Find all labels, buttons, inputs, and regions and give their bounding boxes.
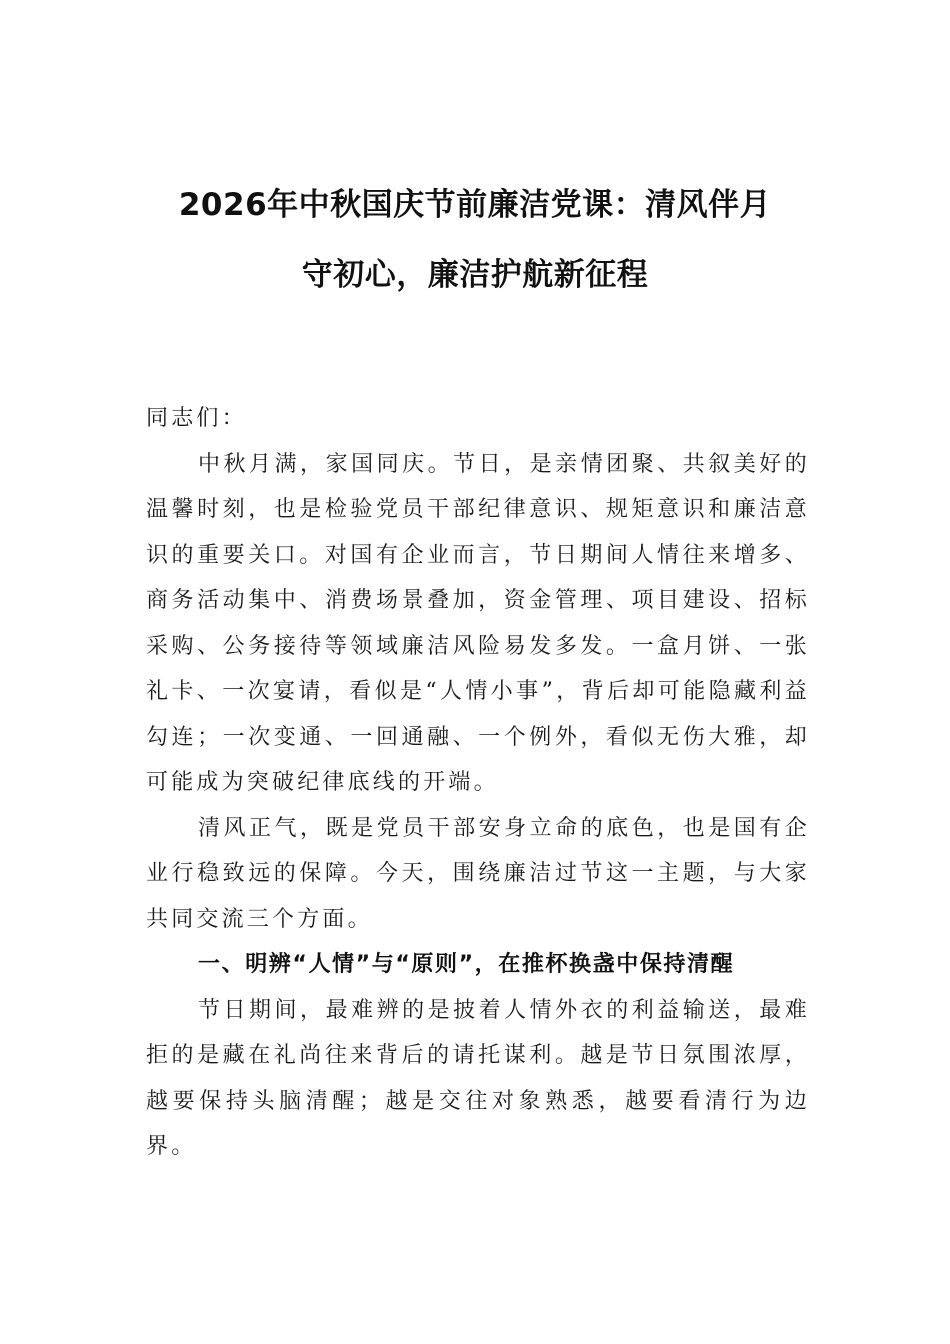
document-title (140, 170, 810, 310)
document-body (146, 396, 810, 1170)
section-1-paragraph: 节日期间，最难辨的是披着人情外衣的利益输送，最难拒的是藏在礼尚往来背后的请托谋利。越是节日氛围浓厚，越要保持头脑清醒；越是交往对象熟悉，越要看清行为边界。 (146, 997, 810, 1159)
title-line-2: 守初心，廉洁护航新征程 (301, 257, 649, 293)
paragraph-intro: 中秋月满，家国同庆。节日，是亲情团聚、共叙美好的温馨时刻，也是检验党员干部纪律意识、规矩意识和廉洁意识的重要关口。对国有企业而言，节日期间人情往来增多、商务活动集中、消费场景叠加，资金管理、项目建设、招标采购、公务接待等领域廉洁风险易发多发。一盒月饼、一张礼卡、一次宴请，看似是“人情小事”，背后却可能隐藏利益勾连；一次变通、一回通融、一个例外，看似无伤大雅，却可能成为突破纪律底线的开端。 (146, 451, 810, 795)
salutation: 同志们： (146, 406, 247, 431)
paragraph-overview: 清风正气，既是党员干部安身立命的底色，也是国有企业行稳致远的保障。今天，围绕廉洁过节这一主题，与大家共同交流三个方面。 (146, 815, 810, 932)
section-heading-1: 一、明辨“人情”与“原则”，在推杯换盏中保持清醒 (198, 952, 735, 977)
title-line-1: 2026年中秋国庆节前廉洁党课：清风伴月 (178, 187, 772, 223)
